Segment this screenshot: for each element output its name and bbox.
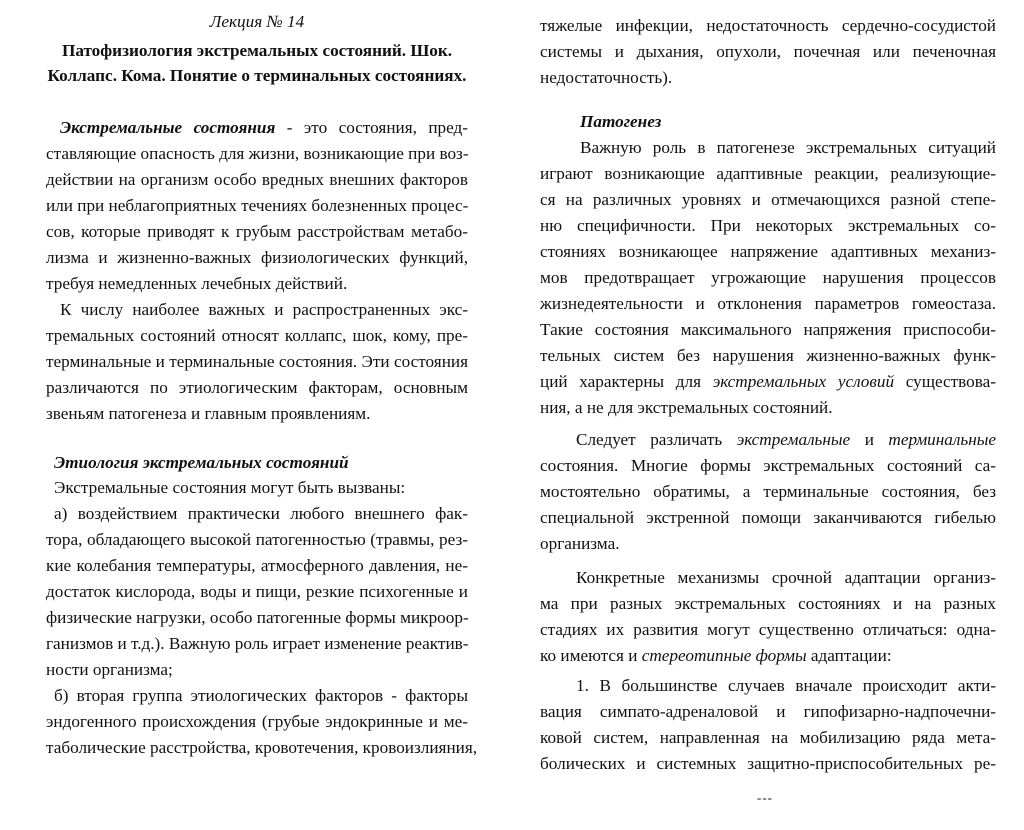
definition-term: Экстремальные состояния	[60, 118, 276, 137]
text-line: б) вторая группа этиологических факторов - факторы	[54, 686, 468, 705]
text-line: тельных систем без нарушения жизненно-важных функ-	[540, 346, 996, 365]
text-line: тяжелые инфекции, недостаточность сердечно-сосудистой	[540, 16, 996, 35]
text-line: терминальные и терминальные состояния. Эти состояния	[46, 352, 468, 371]
text-line: ния, а не для экстремальных состояний.	[540, 398, 833, 417]
text-line: Такие состояния максимального напряжения приспособи-	[540, 320, 996, 339]
text-line: организма.	[540, 534, 620, 553]
extreme-term: экстремальные	[736, 430, 851, 449]
text-line: лизма и жизненно-важных физиологических функций,	[46, 248, 468, 267]
text-line: ма при разных экстремальных состояниях и на разных	[540, 594, 996, 613]
text-line: ковой систем, направленная на мобилизацию ряда мета-	[540, 728, 996, 747]
text-line: тремальных состояний относят коллапс, шок, кому, пре-	[46, 326, 468, 345]
text-line: ню специфичности. При некоторых экстремальных со-	[540, 216, 996, 235]
text-line: или при неблагоприятных течениях болезненных процес-	[46, 196, 469, 215]
text-line: специальной экстренной помощи заканчиваются гибелью	[540, 508, 996, 527]
text-line: играют возникающие адаптивные реакции, реализующие-	[540, 164, 996, 183]
etiology-heading: Этиология экстремальных состояний	[54, 453, 349, 472]
lecture-label: Лекция № 14	[209, 12, 305, 31]
text-line: болических и системных защитно-приспособительных ре-	[540, 754, 996, 773]
text-line: состояния. Многие формы экстремальных состояний са-	[540, 456, 996, 475]
text-fragment: и	[850, 430, 889, 449]
text-line: стадиях их развития могут существенно отличаться: одна-	[540, 620, 996, 639]
text-fragment: ций характерны для	[540, 372, 713, 391]
text-line: требуя немедленных лечебных действий.	[46, 274, 348, 293]
text-line: ставляющие опасность для жизни, возникающие при воз-	[46, 144, 469, 163]
title-line-1: Патофизиология экстремальных состояний. Шок.	[61, 41, 453, 60]
text-line: тора, обладающего высокой патогенностью (травмы, рез-	[46, 530, 468, 549]
text-line: звеньям патогенеза и главным проявлениям.	[46, 404, 371, 423]
text-fragment: ко имеются и	[540, 646, 642, 665]
text-line: недостаточность).	[540, 68, 673, 87]
text-line: 1. В большинстве случаев вначале происходит акти-	[576, 676, 996, 695]
text-fragment: адаптации:	[806, 646, 892, 665]
text-line: различаются по этиологическим факторам, основным	[46, 378, 468, 397]
text-line: Важную роль в патогенезе экстремальных ситуаций	[580, 138, 996, 157]
terminal-term: терминальные	[888, 430, 996, 449]
text-line: К числу наиболее важных и распространенных экс-	[60, 300, 468, 319]
text-line: вация симпато-адреналовой и гипофизарно-надпочечни-	[540, 702, 996, 721]
text-line	[540, 370, 996, 394]
text-line: кие колебания температуры, атмосферного давления, не-	[46, 556, 468, 575]
page-footer-mark: ---	[757, 790, 773, 805]
text-line: эндогенного происхождения (грубые эндокринные и ме-	[46, 712, 468, 731]
pathogenesis-heading: Патогенез	[580, 112, 662, 131]
text-line: мостоятельно обратимы, а терминальные состояния, без	[540, 482, 996, 501]
title-line-2: Коллапс. Кома. Понятие о терминальных состояниях.	[47, 66, 467, 85]
text-line: ности организма;	[46, 660, 173, 679]
stereotyped-forms-term: стереотипные формы	[641, 646, 807, 665]
text-line: физические нагрузки, особо патогенные формы микроор-	[46, 608, 469, 627]
text-line: ганизмов и т.д.). Важную роль играет изменение реактив-	[46, 634, 469, 653]
text-line: действии на организм особо вредных внешних факторов	[46, 170, 468, 189]
text-line: а) воздействием практически любого внешнего фак-	[54, 504, 468, 523]
text-line	[540, 428, 996, 452]
text-line: жизнедеятельности и отклонения параметров гомеостаза.	[540, 294, 996, 313]
text-line: достаток кислорода, воды и пищи, резкие психогенные и	[46, 582, 468, 601]
text-line: Конкретные механизмы срочной адаптации организ-	[576, 568, 996, 587]
text-line: сов, которые приводят к грубым расстройствам метабо-	[46, 222, 468, 241]
text-line: ся на различных уровнях и отмечающихся разной степе-	[540, 190, 996, 209]
text-line: таболические расстройства, кровотечения, кровоизлияния,	[46, 738, 478, 757]
etiology-intro: Экстремальные состояния могут быть вызваны:	[54, 478, 406, 497]
text-line: стояниях возникающее напряжение адаптивных механиз-	[540, 242, 996, 261]
text-fragment: Следует различать	[576, 430, 737, 449]
text-line: мов предотвращает угрожающие нарушения процессов	[540, 268, 996, 287]
extreme-conditions-term: экстремальных условий	[712, 372, 895, 391]
definition-rest: - это состояния, пред-	[275, 118, 468, 137]
text-line: системы и дыхания, опухоли, почечная или печеночная	[540, 42, 996, 61]
text-fragment: существова-	[894, 372, 996, 391]
definition-line	[46, 116, 468, 140]
text-line	[540, 644, 996, 668]
